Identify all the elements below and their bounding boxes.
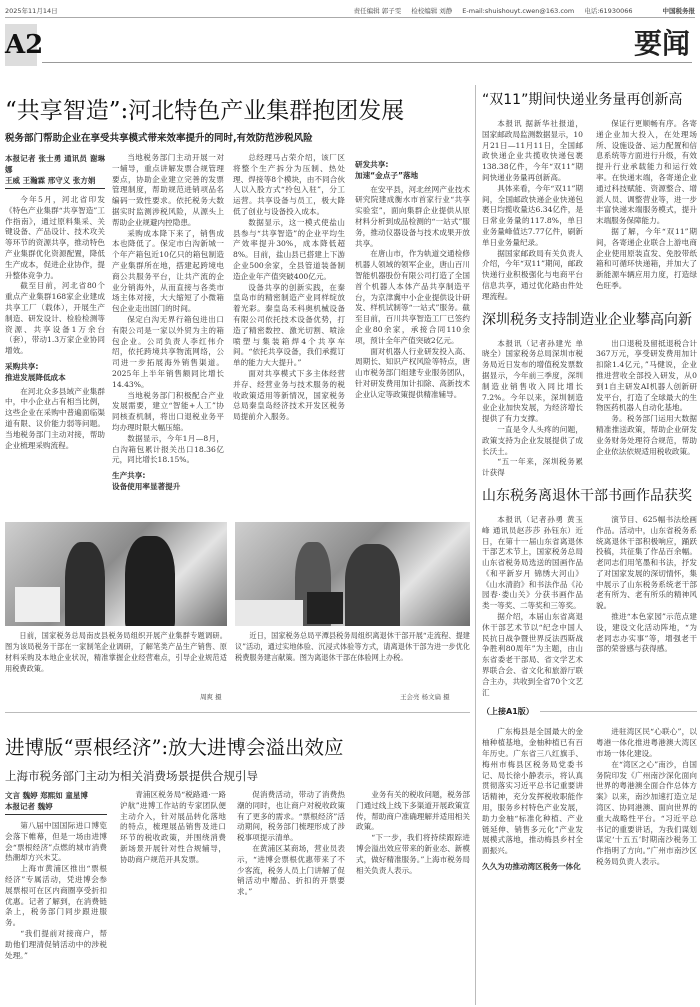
lead-byline: 本报记者 张士勇 通讯员 谢琳娜 王威 王瀚霖 邢守义 张方娟: [5, 153, 105, 189]
column-divider: [475, 85, 476, 1005]
lead-column-2: 当地税务部门主动开展一对一辅导，重点讲解发票合规管理要点，协助企业建立完善的发票管理制度，帮助规范进销项品名编码一致性要求。依托税务大数据实时监测涉税风险，从源头上帮助企业规避内控隐患。 采购成本降下来了，销售成本也降低了。保定市白沟新城一个年产箱包近10亿只的箱包制造产业集群所在地，搭建起跨境电商公共服务平台，让共产流的企业分销海外，从而直接与各类市场主体对接，大大缩短了小微箱包企业走出国门的时间。 保定白沟无界行箱包进出口有限公司是一家以外贸为主的箱包企业。公司负责人李红伟介绍，依托跨境共享物流网络，公司进一步拓展海外销售渠道。2025年上半年销售额同比增长14.43%。 当地税务部门积极配合产业发展需要，建立“智能+人工”协同核查机制，将出口退税业务平均办理时限大幅压缩。 数据显示，今年1月—8月，白沟箱包累计报关出口18.36亿元，同比增长18.15%。 生产共享: 设备使用率显著提升: [112, 153, 224, 491]
expo-subheadline: 上海市税务部门主动为相关消费场景提供合规引导: [5, 769, 258, 783]
copy-editor-credit: 检校编辑 刘静: [411, 7, 453, 15]
issue-date: 2025年11月14日: [5, 7, 58, 15]
expo-column-2: 青浦区税务局“税路通·一路沪航”进博工作站的专家团队便主动介入，针对展品转化落地的特点，梳理展品销售及进口环节的税收政策，并围绕消费新场景开展针对性合规辅导，协助商户规范开具发票。: [120, 790, 226, 864]
express-column-2: 保证行更顺畅有序。各寄递企业加大投入，在处理场所、设施设备、运力配置和信息系统等方面进行升级，有效提升行业承载能力和运行效率。在快递末端，各寄递企业通过科技赋能、资源整合、增派人员、调整营业等，进一步丰富快递末端服务模式，提升末端服务保障能力。 据了解，今年“双11”期间，各寄递企业联合上游电商企业使用原装直发、免胶带纸箱和可循环快递箱，并加大了新能源车辆应用力度，打造绿色旺季。: [596, 119, 697, 290]
lead-subheadline: 税务部门帮助企业在享受共享模式带来效率提升的同时,有效防范涉税风险: [5, 133, 313, 144]
express-headline: “双11”期间快递业务量再创新高: [482, 92, 683, 108]
shenzhen-column-1: 本报讯（记者孙建光 单晓全）国家税务总局深圳市税务局近日发布的增值税发票数据显示，今年前三季度，深圳制造业销售收入同比增长7.2%。今年以来，深圳制造业企业加快发展，为经济增长提供了有力支撑。 一直是令人头疼的问题，政策支持为企业发展提供了成长沃土。 “五一年来，深圳税务累计获得: [482, 338, 583, 478]
editor-credit: 责任编辑 郭子雯: [353, 7, 402, 15]
subhead-procurement: 采购共享: 推进发展降低成本: [5, 361, 66, 382]
subhead-rnd: 研发共享: 加速“金点子”落地: [355, 160, 419, 180]
shandong-column-1: 本报讯（记者孙勇 黄玉峰 通讯员赵莎莎 孙钰东）近日，在第十一届山东省离退休干部艺术节上，国家税务总局山东省税务局选送的国画作品《和平新岁月 锦绣大河山》《山水清韵》和书法作品《沁园春·娄山关》分获书画作品类一等奖、二等奖和三等奖。 据介绍，本届山东省离退休干部艺术节以“纪念中国人民抗日战争暨世界反法西斯战争胜利80周年”为主题，由山东省委老干部局、省文学艺术界联合会、省文化和旅游厅联合主办，共收到全省70个文艺汇: [482, 514, 583, 697]
photo1-credit: 周爽 摄: [200, 693, 222, 701]
shenzhen-article: [482, 309, 697, 479]
shenzhen-headline: 深圳税务支持制造业企业攀高向新: [482, 311, 692, 328]
photo1-caption: 日前，国家税务总局南皮县税务局组织开展产业集群专题调研。图为该局税务干部在一家制笔企业调研，了解笔类产品生产销售、原材料采购及本地企业状况，精准掌握企业经营难点，引导企业规范适用税费政策。: [5, 631, 227, 673]
paper-name: 中国税务报: [662, 7, 695, 15]
photo-retirees-online-tax: [235, 522, 470, 626]
continued-tag: （上接A1版）: [482, 707, 534, 717]
masthead-bar: [5, 4, 695, 18]
photo2-credit: 王会亮 杨文扁 摄: [400, 693, 450, 701]
express-article: [482, 89, 697, 303]
header-divider: [42, 62, 692, 63]
lead-column-4: 研发共享: 加速“金点子”落地 在安平县，河北丝网产业技术研究院建成衡水市首家行业“共享实验室”，面向集群企业提供从原材料分析到成品检测的“一站式”服务，推动仪器设备与技术成果开放共享。 在唐山市，作为轨道交通检修机器人领域的领军企业，唐山百川智能机器股份有限公司打造了全国首个机器人本体产品共享制造平台，为京津冀中小企业提供设计研发、样机试制等“一站式”服务。截至目前，百川共享智造工厂已签约企业80余家，承接合同110余项，预计全年产值突破2亿元。 面对机器人行业研发投入高、周期长、知识产权风险等特点，唐山市税务部门组建专业服务团队，针对研发费用加计扣除、高新技术企业认定等政策提供精准辅导。: [355, 160, 470, 399]
lead-column-1: 本报记者 张士勇 通讯员 谢琳娜 王威 王瀚霖 邢守义 张方娟 今年5月，河北省印发《特色产业集群“共享智造”工作指南》，通过原料集采、关键设备、产品设计、技术攻关等环节的资源共享，推动特色产业集群优化资源配置，降低生产成本，促进企业协作，提升整体竞争力。 截至目前，河北省80个重点产业集群168家企业建成共享工厂（载体），开展生产制造、研发设计、检验检测等资源、共享设备1万余台（套），带动1.3万家企业协同增效。 采购共享: 推进发展降低成本 在河北众多县域产业集群中，中小企业占有相当比例，这些企业在采购中普遍面临渠道有限、议价能力弱等问题。当地税务部门主动对接，帮助企业梳理采购流程。: [5, 154, 105, 450]
expo-column-4: 业务有关的税收问题，税务部门通过线上线下多渠道开展政策宣传，帮助商户准确理解并适用相关政策。 “下一步，我们将持续跟踪进博会溢出效应带来的新业态、新模式，做好精准服务。”上海市税务局相关负责人表示。: [356, 790, 470, 875]
shandong-article: [482, 485, 697, 699]
subhead-production: 生产共享: 设备使用率显著提升: [112, 471, 181, 491]
shandong-column-2: 演节目、625幅书法绘画作品。活动中，山东省税务系统离退休干部积极响应，踊跃投稿，共征集了作品百余幅。老同志们用笔墨和书法，抒发了对国家发展的深切情怀，集中展示了山东税务系统老干部老有所为、老有所乐的精神风貌。 推进“本色家园”示范点建设，建设文化活动阵地，“为老同志办实事”等，增强老干部的荣誉感与获得感。: [596, 514, 697, 654]
photo2-caption: 近日，国家税务总局平潭县税务局组织离退休干部开展“走流程、提建议”活动，通过实地体验、沉浸式体验等方式，请离退休干部为进一步优化税费服务建言献策。图为离退休干部在体验网上办税。: [235, 631, 470, 662]
shandong-headline: 山东税务离退休干部书画作品获奖: [482, 487, 692, 504]
section-divider: [5, 712, 470, 713]
phone-contact: 电话:61930066: [584, 7, 633, 15]
email-contact: E-mail:shuishouyt.cwen@163.com: [462, 6, 575, 15]
continued-column-1: 广东梅县是全国最大的金柚种植基地，金柚种植已有百年历史。广东省三八红旗手、梅州市梅县区税务局党委书记、局长徐小静表示，将认真贯彻落实习近平总书记重要讲话精神，充分发挥税收职能作用，服务乡村特色产业发展，助力金柚“标准化种植、产业链延伸、销售多元化”产业发展模式落地，推动梅县乡村全面振兴。 久久为功推动湾区税务一体化: [482, 727, 583, 872]
expo-column-1: 文言 魏婷 郑熙如 童星博 本报记者 魏婷 第八届中国国际进口博览会落下帷幕，但是一场由进博会“票根经济”点燃的城市消费热潮却方兴未艾。 上海市黄浦区推出“票根经济”专属活动，凭进博会参展票根可在区内商圈享受折扣优惠。记者了解到，在消费链条上，税务部门同步跟进服务。 “我们提前对接商户，帮助他们理清促销活动中的涉税处理。”: [5, 791, 107, 960]
continued-subhead: 久久为功推动湾区税务一体化: [482, 862, 581, 872]
expo-headline: 进博版“票根经济”:放大进博会溢出效应: [5, 736, 344, 759]
section-title: 要闻: [633, 27, 690, 60]
expo-column-3: 促消费活动，带动了消费热潮的同时，也让商户对税收政策有了更多的需求。“票根经济”活动期间，税务部门梳理形成了涉税事项提示清单。 在黄浦区某商场，营业员表示，“进博会票根优惠带来了不少客流，税务人员上门讲解了促销活动中赠品、折扣的开票要求。”: [237, 790, 345, 897]
continued-divider: [540, 711, 697, 712]
lead-headline: “共享智造”:河北特色产业集群抱团发展: [5, 98, 405, 124]
page-number: A2: [5, 24, 37, 66]
shenzhen-column-2: 出口退税及留抵退税合计367万元，享受研发费用加计扣除1.4亿元，”马健说，企业推进营收全部投入研发，从0到1自主研发AI机器人创新研发平台，打造了全球最大的生物医药机器人自动化基地。 务。税务部门运用大数据精准推送政策，帮助企业研发业务财务处理符合规范，帮助企业依法依规适用税收政策。: [596, 338, 697, 456]
expo-byline: 文言 魏婷 郑熙如 童星博 本报记者 魏婷: [5, 790, 107, 815]
right-column: [482, 85, 697, 882]
express-column-1: 本报讯 据新华社报道，国家邮政局监测数据显示，10月21日—11月11日，全国邮政快递企业共揽收快递包裹138.38亿件，今年“双11”期间快递业务量再创新高。 具体来看，今年“双11”期间，全国邮政快递企业快递包裹日均揽收量达6.34亿件，是日常业务量的117.8%，单日业务量峰值达7.77亿件，刷新单日业务量纪录。 据国家邮政局有关负责人介绍，今年“双11”期间，邮政快递行业积极强化与电商平台信息共享，通过优化路由件处理流程。: [482, 119, 583, 301]
continued-article: [482, 706, 697, 875]
lead-column-3: 总经理马占荣介绍，该厂区将整个生产拆分为压制、热处理、焊接等8个模块，由不同合伙人以入股方式“拎包入驻”，分工运营。共享设备与员工，极大降低了创业与设备投入成本。 数据显示，这一模式使盐山县参与“共享智造”的企业平均生产效率提升30%，成本降低超8%。目前，盐山县已搭建上下游企业500余家，全县管道装备制造企业年产值突破400亿元。 设备共享的创新实践，在秦皇岛市的精密制造产业同样绽放着光彩。秦皇岛禾科奥机械设备有限公司依托技术设备优势，打造了精密数控、激光切割、喷涂喷塑与集装箱焊4个共享车间。“依托共享设备，我们承揽订单的能力大大提升。” 面对共享模式下多主体经营并存、经营业务与技术服务的税收政策适用等新情况，国家税务总局秦皇岛经济技术开发区税务局提前介入服务。: [233, 153, 345, 422]
continued-column-2: 进驻湾区民“心联心”，以粤港一体化推进粤港澳大湾区市场一体化建设。 在“湾区之心”南沙，自国务院印发《广州南沙深化面向世界的粤港澳全面合作总体方案》以来，南沙加速打造立足湾区、协同港澳、面向世界的重大战略性平台。“习近平总书记的重要讲话，为我们谋划谋定‘十五五’时期南沙税务工作指明了方向。”广州市南沙区税务局负责人表示。: [596, 727, 697, 867]
photo-tax-officers-survey: [5, 522, 227, 626]
